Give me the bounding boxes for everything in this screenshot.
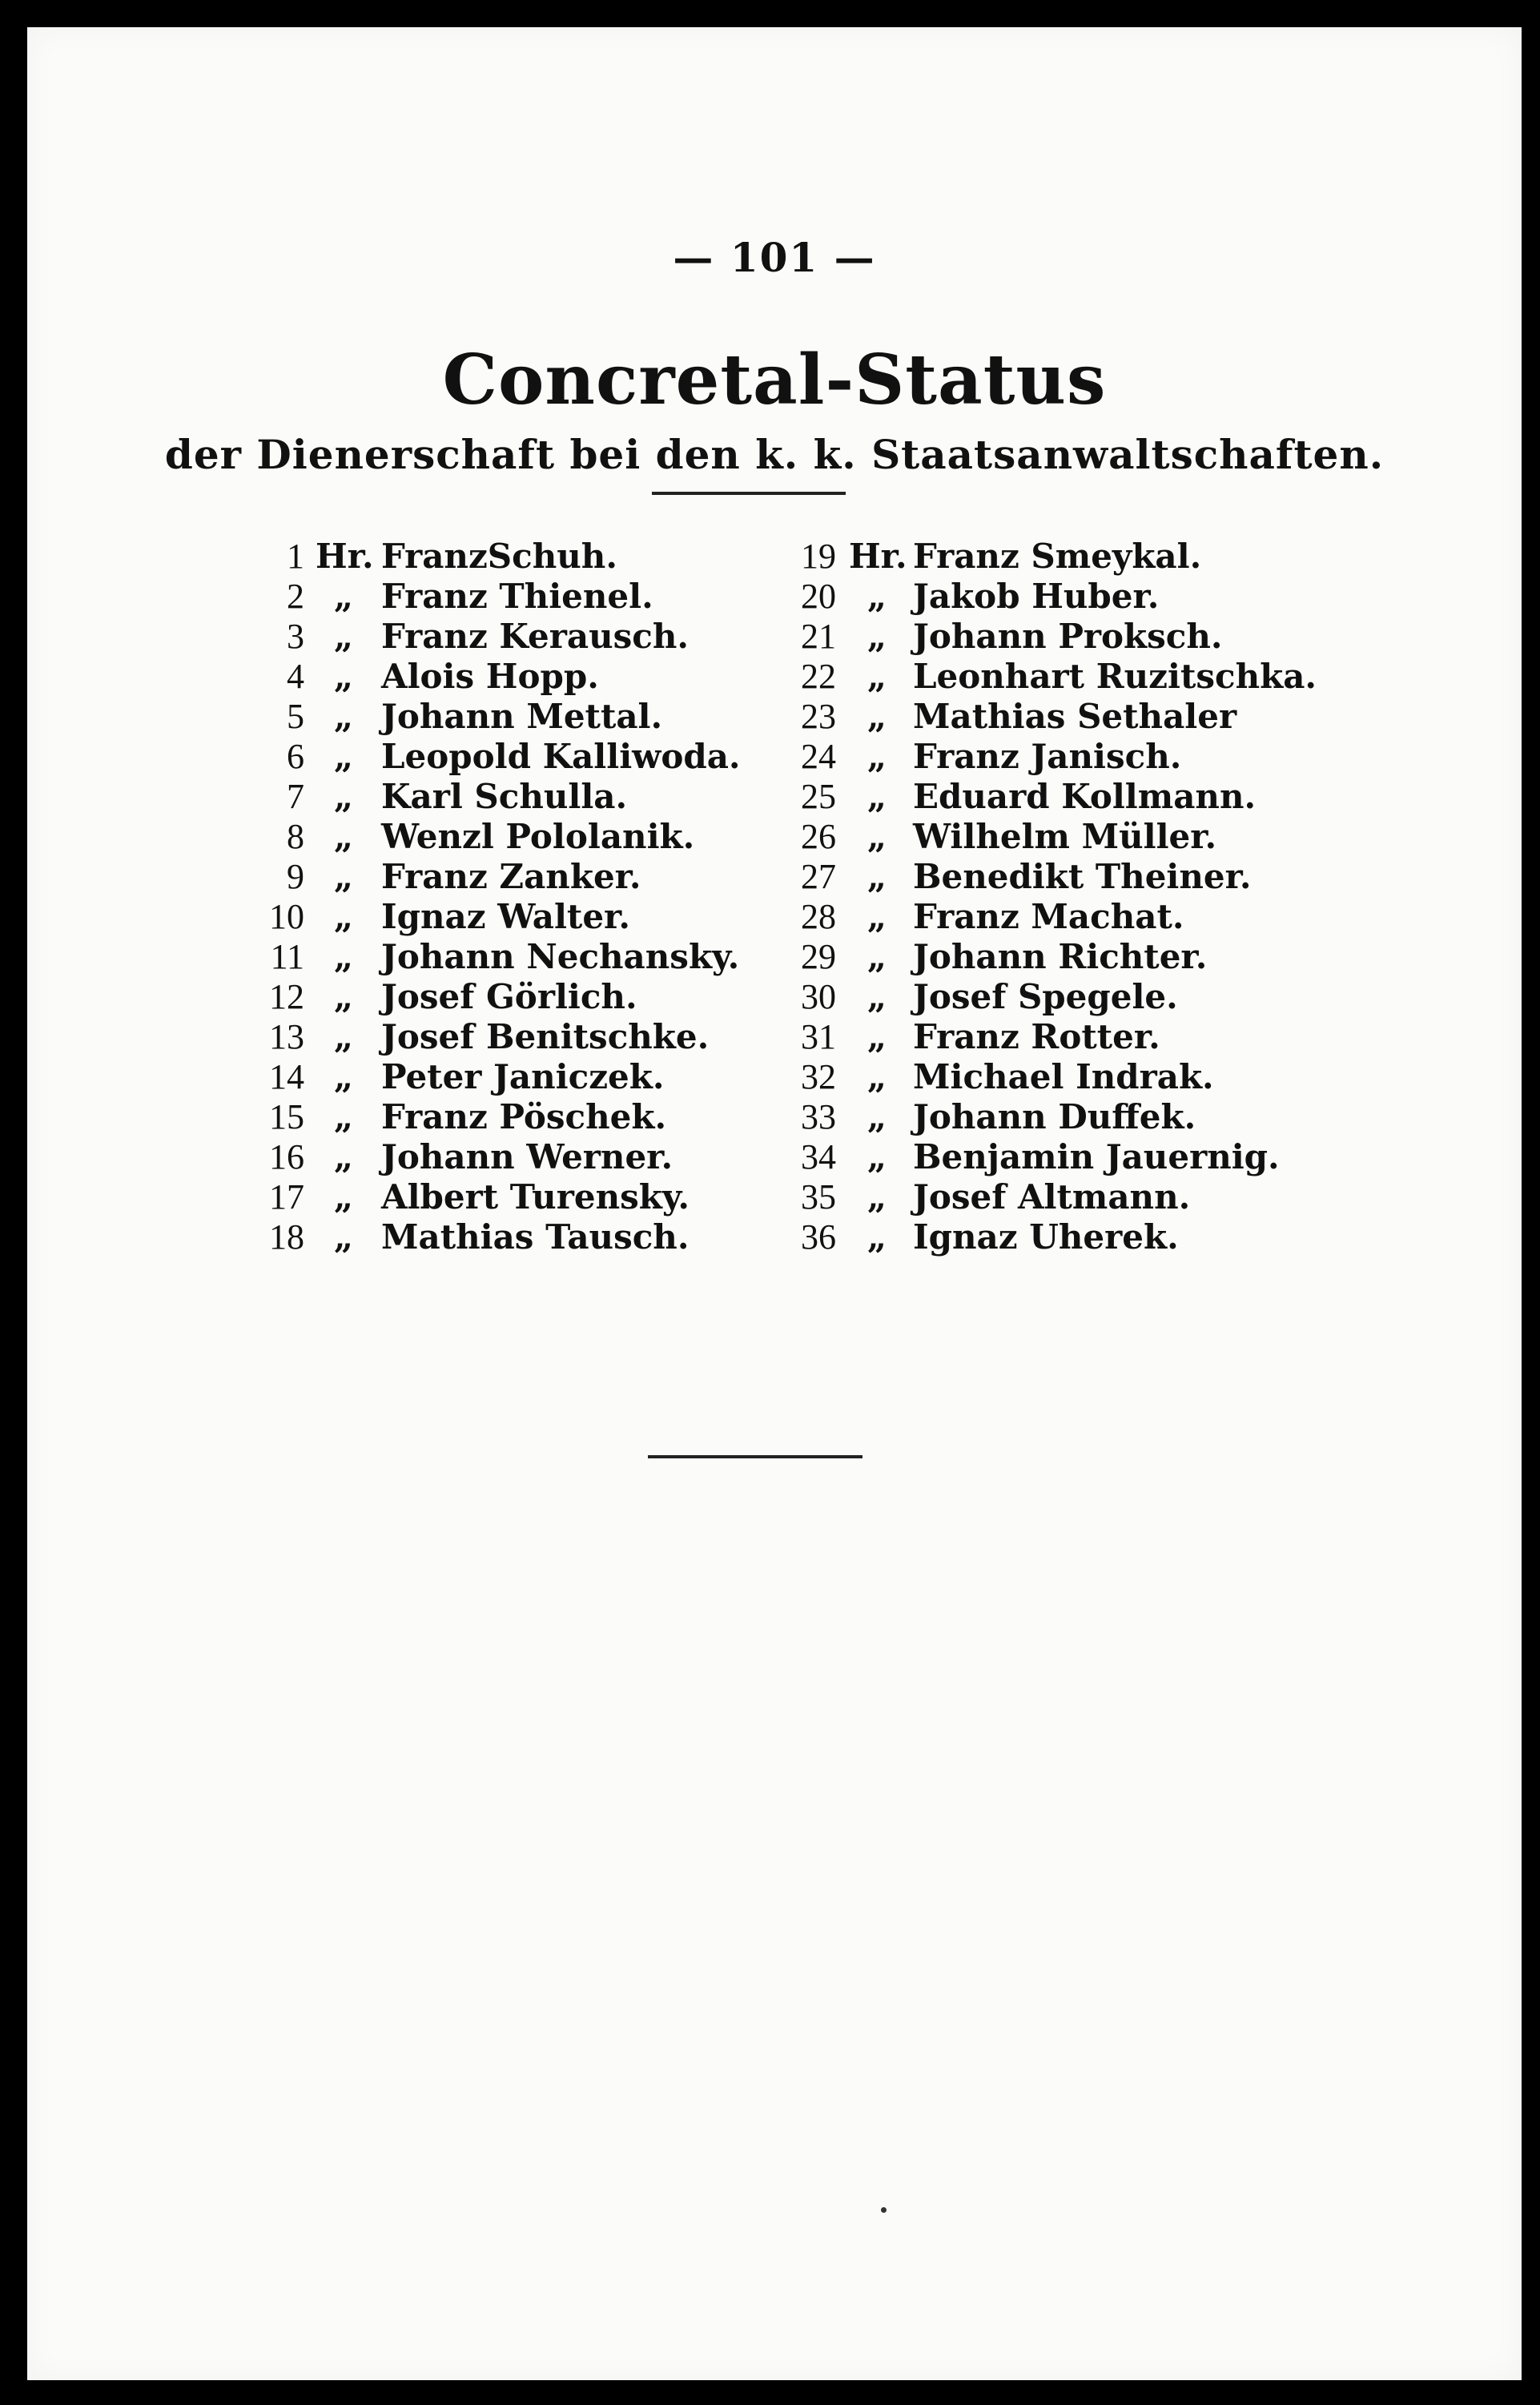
roster-name: Johann Mettal. [381,697,663,736]
roster-honorific: „ [867,817,887,856]
roster-row [227,1217,740,1257]
roster-name: Johann Nechansky. [381,937,740,976]
roster-name: Franz Janisch. [913,737,1182,776]
roster-name: Franz Rotter. [913,1017,1160,1056]
roster-honorific: „ [333,577,354,616]
roster-name: Franz Machat. [913,897,1184,936]
roster-number: 13 [269,1017,304,1056]
roster-number: 8 [287,817,304,856]
roster-honorific: „ [333,1177,354,1217]
roster-column-right [754,537,1395,1257]
roster-number: 12 [269,977,304,1016]
roster-honorific: „ [333,777,354,816]
roster-number: 15 [269,1097,304,1136]
divider-top [652,492,846,495]
roster-honorific: „ [867,1217,887,1257]
roster-honorific: „ [333,657,354,696]
roster-row [754,1217,1395,1257]
roster-name: Josef Görlich. [381,977,637,1016]
roster-row [227,1137,740,1177]
roster-row [227,737,740,777]
roster-honorific: „ [867,697,887,736]
roster-number: 21 [801,617,836,656]
roster-number: 23 [801,697,836,736]
roster-name: Franz Smeykal. [913,537,1202,576]
page-number: — 101 — [673,234,876,281]
roster-row [227,857,740,897]
roster-name: Eduard Kollmann. [913,777,1257,816]
roster-number: 26 [801,817,836,856]
roster-honorific: „ [867,737,887,776]
roster-honorific: „ [867,657,887,696]
roster-number: 24 [801,737,836,776]
roster-number: 20 [801,577,836,616]
roster-honorific: „ [333,1017,354,1056]
roster-honorific: „ [333,937,354,976]
roster-row [227,537,740,577]
roster-honorific: „ [333,977,354,1016]
roster-honorific: Hr. [849,537,907,576]
roster-row [227,977,740,1017]
roster-row [754,937,1395,977]
roster-honorific: „ [867,1137,887,1176]
roster-number: 27 [801,857,836,896]
roster-name: Josef Spegele. [913,977,1178,1016]
roster-honorific: „ [333,1097,354,1136]
roster-name: Benedikt Theiner. [913,857,1252,896]
roster-row [754,1177,1395,1217]
roster-number: 33 [801,1097,836,1136]
staff-roster [27,537,1522,1273]
roster-number: 7 [287,777,304,816]
roster-number: 22 [801,657,836,696]
roster-number: 11 [270,937,304,976]
roster-honorific: „ [867,1177,887,1217]
page-subtitle: der Dienerschaft bei den k. k. Staatsanwaltschaften. [164,431,1385,478]
roster-honorific: „ [867,977,887,1016]
roster-row [227,1097,740,1137]
roster-row [754,537,1395,577]
roster-honorific: „ [867,937,887,976]
divider-bottom [648,1455,862,1458]
roster-row [754,1017,1395,1057]
roster-row [227,657,740,697]
roster-honorific: „ [333,817,354,856]
roster-row [227,617,740,657]
roster-name: Leopold Kalliwoda. [381,737,741,776]
roster-honorific: „ [867,1017,887,1056]
roster-name: Benjamin Jauernig. [913,1137,1280,1176]
roster-row [754,657,1395,697]
roster-name: Josef Benitschke. [381,1017,710,1056]
roster-name: Franz Pöschek. [381,1097,667,1136]
roster-name: Wilhelm Müller. [913,817,1217,856]
roster-number: 9 [287,857,304,896]
roster-honorific: „ [333,857,354,896]
roster-number: 5 [287,697,304,736]
roster-number: 36 [801,1217,836,1257]
roster-row [227,1057,740,1097]
roster-number: 10 [269,897,304,936]
roster-name: Ignaz Walter. [381,897,630,936]
roster-number: 35 [801,1177,836,1217]
roster-name: Franz Kerausch. [381,617,689,656]
roster-name: Johann Richter. [913,937,1208,976]
roster-name: Johann Proksch. [913,617,1223,656]
roster-name: Wenzl Pololanik. [381,817,695,856]
roster-row [227,1177,740,1217]
roster-number: 30 [801,977,836,1016]
roster-row [227,817,740,857]
roster-row [227,1017,740,1057]
roster-row [754,897,1395,937]
roster-number: 29 [801,937,836,976]
roster-name: Franz Thienel. [381,577,653,616]
roster-row [754,577,1395,617]
roster-number: 14 [269,1057,304,1096]
roster-number: 31 [801,1017,836,1056]
document-page [27,27,1522,2380]
roster-honorific: „ [333,897,354,936]
roster-row [754,737,1395,777]
roster-honorific: „ [867,777,887,816]
roster-row [754,977,1395,1017]
roster-honorific: „ [867,897,887,936]
roster-honorific: „ [333,697,354,736]
roster-number: 6 [287,737,304,776]
roster-row [754,1137,1395,1177]
roster-number: 28 [801,897,836,936]
roster-honorific: „ [867,617,887,656]
roster-number: 19 [801,537,836,576]
roster-number: 16 [269,1137,304,1176]
roster-row [754,1097,1395,1137]
roster-honorific: „ [867,857,887,896]
roster-honorific: „ [333,1137,354,1176]
roster-row [754,777,1395,817]
roster-number: 25 [801,777,836,816]
roster-number: 4 [287,657,304,696]
roster-honorific: „ [867,1097,887,1136]
roster-row [754,617,1395,657]
roster-row [227,577,740,617]
roster-row [227,777,740,817]
roster-name: Mathias Sethaler [913,697,1237,736]
roster-name: Johann Duffek. [913,1097,1196,1136]
roster-honorific: „ [333,1217,354,1257]
roster-name: Michael Indrak. [913,1057,1214,1096]
roster-number: 2 [287,577,304,616]
roster-number: 18 [269,1217,304,1257]
roster-honorific: Hr. [316,537,374,576]
roster-row [227,937,740,977]
roster-number: 32 [801,1057,836,1096]
page-title: Concretal-Status [442,340,1107,420]
roster-honorific: „ [333,737,354,776]
roster-number: 17 [269,1177,304,1217]
roster-honorific: „ [867,1057,887,1096]
roster-name: Franz Zanker. [381,857,641,896]
roster-name: Jakob Huber. [913,577,1160,616]
roster-row [754,697,1395,737]
roster-number: 1 [287,537,304,576]
book-binding-edge [0,0,27,2405]
roster-honorific: „ [867,577,887,616]
roster-name: Karl Schulla. [381,777,628,816]
roster-number: 34 [801,1137,836,1176]
roster-row [754,857,1395,897]
roster-row [227,697,740,737]
roster-name: Mathias Tausch. [381,1217,690,1257]
roster-name: Peter Janiczek. [381,1057,665,1096]
print-speck [881,2207,887,2213]
roster-honorific: „ [333,1057,354,1096]
roster-row [754,817,1395,857]
roster-name: Alois Hopp. [381,657,599,696]
roster-name: FranzSchuh. [381,537,617,576]
roster-column-left [227,537,740,1257]
roster-name: Josef Altmann. [913,1177,1191,1217]
roster-honorific: „ [333,617,354,656]
roster-name: Johann Werner. [381,1137,673,1176]
roster-number: 3 [287,617,304,656]
roster-name: Albert Turensky. [381,1177,690,1217]
roster-row [754,1057,1395,1097]
roster-row [227,897,740,937]
roster-name: Leonhart Ruzitschka. [913,657,1317,696]
roster-name: Ignaz Uherek. [913,1217,1179,1257]
